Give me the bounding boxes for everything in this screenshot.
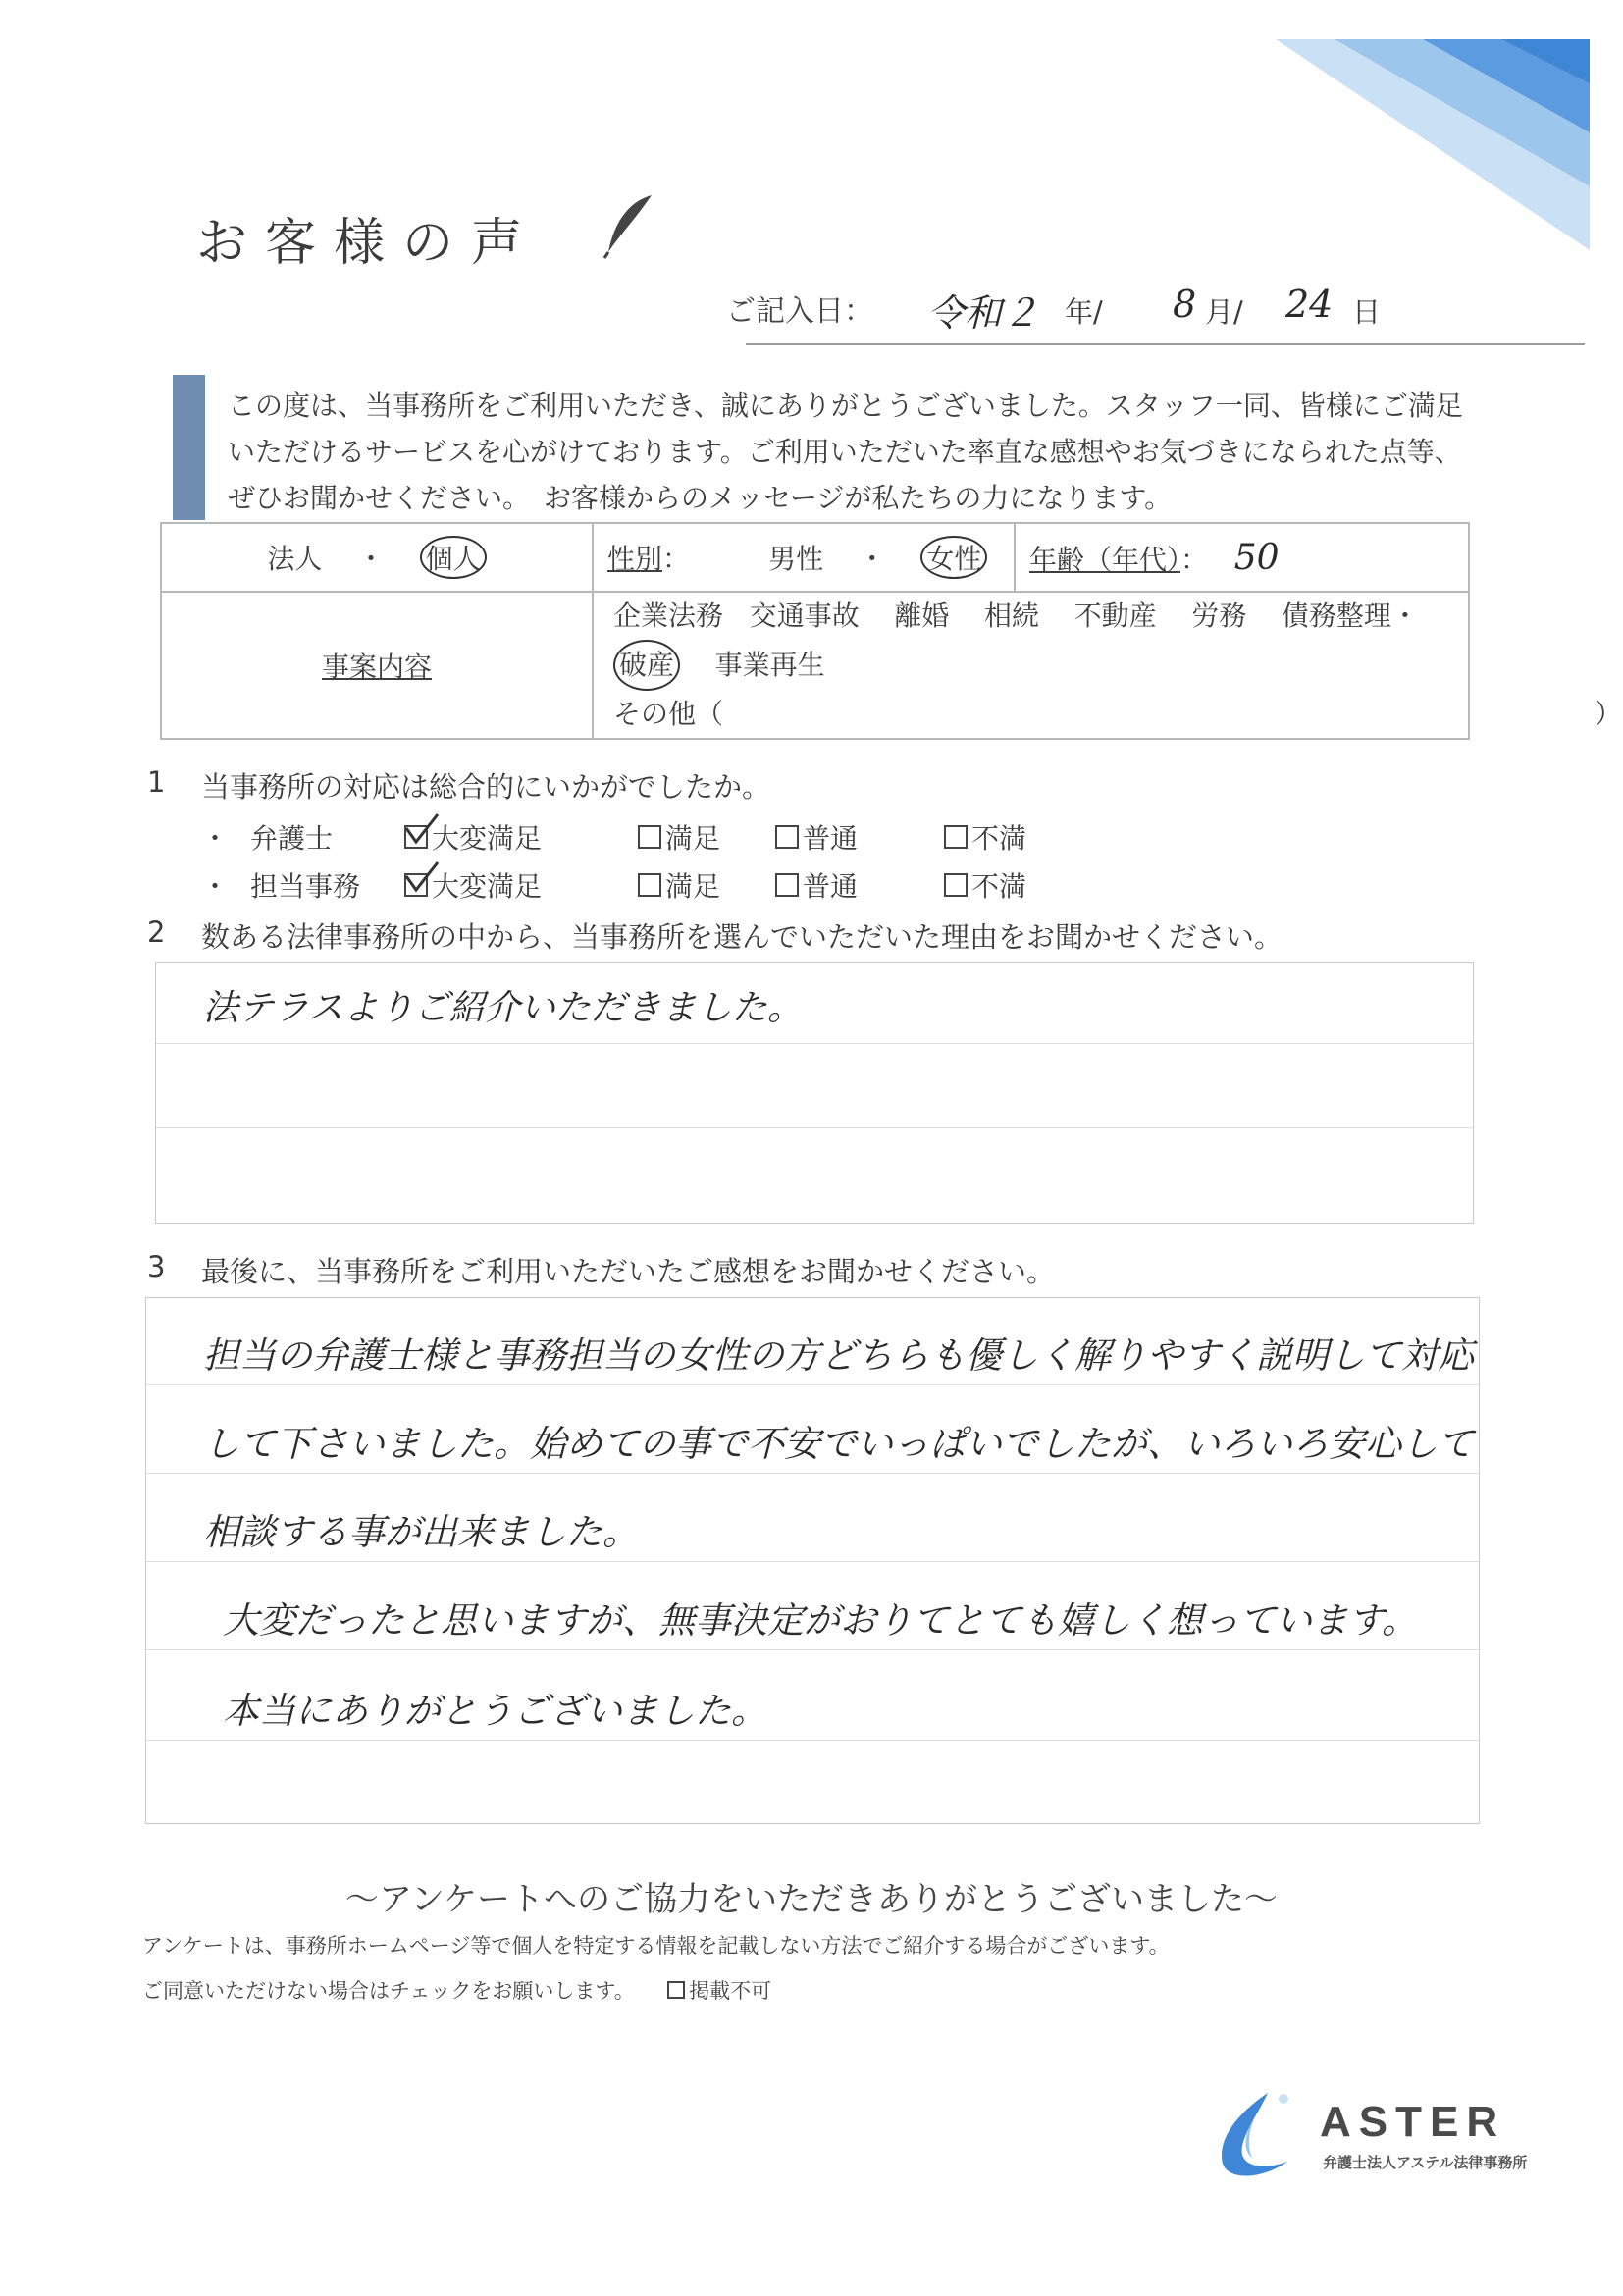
option-label: 不満 [971, 822, 1027, 855]
aster-logo-icon [1209, 2085, 1302, 2183]
gender-colon: ： [662, 543, 691, 575]
q1-bullet: ・ [201, 870, 230, 903]
case-option[interactable]: 労務 [1191, 600, 1247, 632]
q1-text: 当事務所の対応は総合的にいかがでしたか。 [201, 770, 771, 804]
other-close: ） [1595, 698, 1623, 730]
option-label: 大変満足 [432, 870, 543, 903]
q1-option[interactable] [638, 865, 720, 905]
thanks-message: ～アンケートへのご協力をいただきありがとうございました～ [345, 1880, 1278, 1919]
date-month-unit: 月/ [1205, 295, 1243, 329]
gender-label: 性別 [607, 543, 663, 575]
intro-text [228, 383, 1533, 521]
separator-dot: ・ [356, 543, 385, 575]
q3-answer-box[interactable] [145, 1297, 1480, 1824]
q3-number: 3 [147, 1250, 166, 1283]
age-cell [1015, 523, 1469, 592]
other-row [613, 691, 1623, 738]
separator-dot: ・ [1390, 600, 1419, 632]
q1-number: 1 [147, 765, 166, 799]
no-publish-checkbox[interactable] [667, 1981, 685, 1999]
q3-answer-line: して下さいました。始めての事で不安でいっぱいでしたが、いろいろ安心して [203, 1423, 1474, 1465]
case-option[interactable]: 不動産 [1073, 600, 1157, 632]
date-label: ご記入日： [726, 294, 873, 329]
q1-option[interactable] [944, 865, 1026, 905]
consent-text: ご同意いただけない場合はチェックをお願いします。 [142, 1979, 635, 2003]
corp-option[interactable]: 法人 [267, 543, 323, 575]
case-option[interactable]: 債務整理 [1281, 600, 1391, 632]
case-option[interactable]: 交通事故 [749, 600, 860, 632]
age-label: 年齢（年代） [1029, 543, 1181, 576]
female-option-selected[interactable]: 女性 [920, 536, 987, 579]
page-title: お客様の声 [196, 214, 541, 273]
case-label: 事案内容 [321, 651, 432, 683]
case-label-cell [161, 592, 593, 739]
q3-answer-line: 相談する事が出来ました。 [203, 1511, 639, 1553]
logo-subtitle: 弁護士法人アステル法律事務所 [1323, 2154, 1528, 2171]
option-label: 大変満足 [432, 822, 543, 855]
option-label: 普通 [803, 822, 859, 855]
separator-dot: ・ [858, 543, 886, 575]
case-options-cell [593, 592, 1623, 739]
publication-note: アンケートは、事務所ホームページ等で個人を特定する情報を記載しない方法でご紹介する場合がございます。 [142, 1934, 1170, 1957]
other-label[interactable]: その他（ [613, 698, 724, 730]
q3-text: 最後に、当事務所をご利用いただいたご感想をお聞かせください。 [201, 1255, 1056, 1288]
client-type-cell [161, 523, 593, 592]
intro-line: いただけるサービスを心がけております。ご利用いただいた率直な感想やお気づきになられた点等、 [228, 436, 1462, 468]
case-option[interactable]: 事業再生 [714, 649, 825, 681]
q3-answer-line: 本当にありがとうございました。 [223, 1690, 767, 1732]
option-label: 普通 [803, 870, 859, 903]
client-info-table [160, 522, 1623, 740]
q2-number: 2 [147, 915, 166, 949]
option-label: 不満 [971, 870, 1027, 903]
intro-accent-bar [173, 375, 205, 520]
option-label: 満足 [665, 822, 721, 855]
date-day-unit: 日 [1352, 295, 1382, 329]
date-underline [746, 343, 1585, 345]
no-publish-label: 掲載不可 [689, 1979, 772, 2003]
q1-row-label: 担当事務 [250, 870, 361, 903]
q1-option[interactable] [775, 865, 858, 905]
date-era-year: 令和２ [927, 291, 1040, 335]
logo-name: ASTER [1320, 2098, 1506, 2146]
check-mark-icon [402, 810, 442, 850]
case-option[interactable]: 企業法務 [613, 600, 724, 632]
option-label: 満足 [665, 870, 721, 903]
consent-note [142, 1975, 771, 2005]
q1-option[interactable] [775, 817, 858, 857]
age-colon: ： [1180, 543, 1209, 576]
corner-decoration [1276, 39, 1599, 265]
date-month: 8 [1173, 283, 1197, 326]
date-year-unit: 年/ [1065, 295, 1103, 329]
q1-option[interactable] [638, 817, 720, 857]
q1-bullet: ・ [201, 822, 230, 855]
intro-line: ぜひお聞かせください。 お客様からのメッセージが私たちの力になります。 [228, 482, 1173, 514]
q3-answer-line: 大変だったと思いますが、無事決定がおりてとても嬉しく想っています。 [223, 1599, 1419, 1642]
q1-option[interactable] [944, 817, 1026, 857]
q2-answer-box[interactable] [155, 962, 1474, 1224]
intro-line: この度は、当事務所をご利用いただき、誠にありがとうございました。スタッフ一同、皆様にご満足 [228, 390, 1463, 422]
q3-answer-line: 担当の弁護士様と事務担当の女性の方どちらも優しく解りやすく説明して対応 [203, 1334, 1474, 1377]
entry-date [726, 287, 873, 330]
age-value[interactable]: 50 [1233, 537, 1280, 578]
q1-row-label: 弁護士 [250, 822, 334, 855]
case-option[interactable]: 相続 [983, 600, 1039, 632]
case-option-selected[interactable]: 破産 [613, 640, 680, 691]
q2-answer: 法テラスよりご紹介いただきました。 [203, 988, 803, 1028]
date-day: 24 [1285, 283, 1334, 326]
case-option[interactable]: 離婚 [894, 600, 950, 632]
male-option[interactable]: 男性 [768, 543, 824, 575]
case-options-row [613, 593, 1454, 691]
q2-text: 数ある法律事務所の中から、当事務所を選んでいただいた理由をお聞かせください。 [201, 920, 1283, 954]
individual-option-selected[interactable]: 個人 [420, 536, 487, 579]
gender-cell [593, 523, 1015, 592]
quill-icon [601, 191, 659, 260]
check-mark-icon [402, 859, 442, 898]
